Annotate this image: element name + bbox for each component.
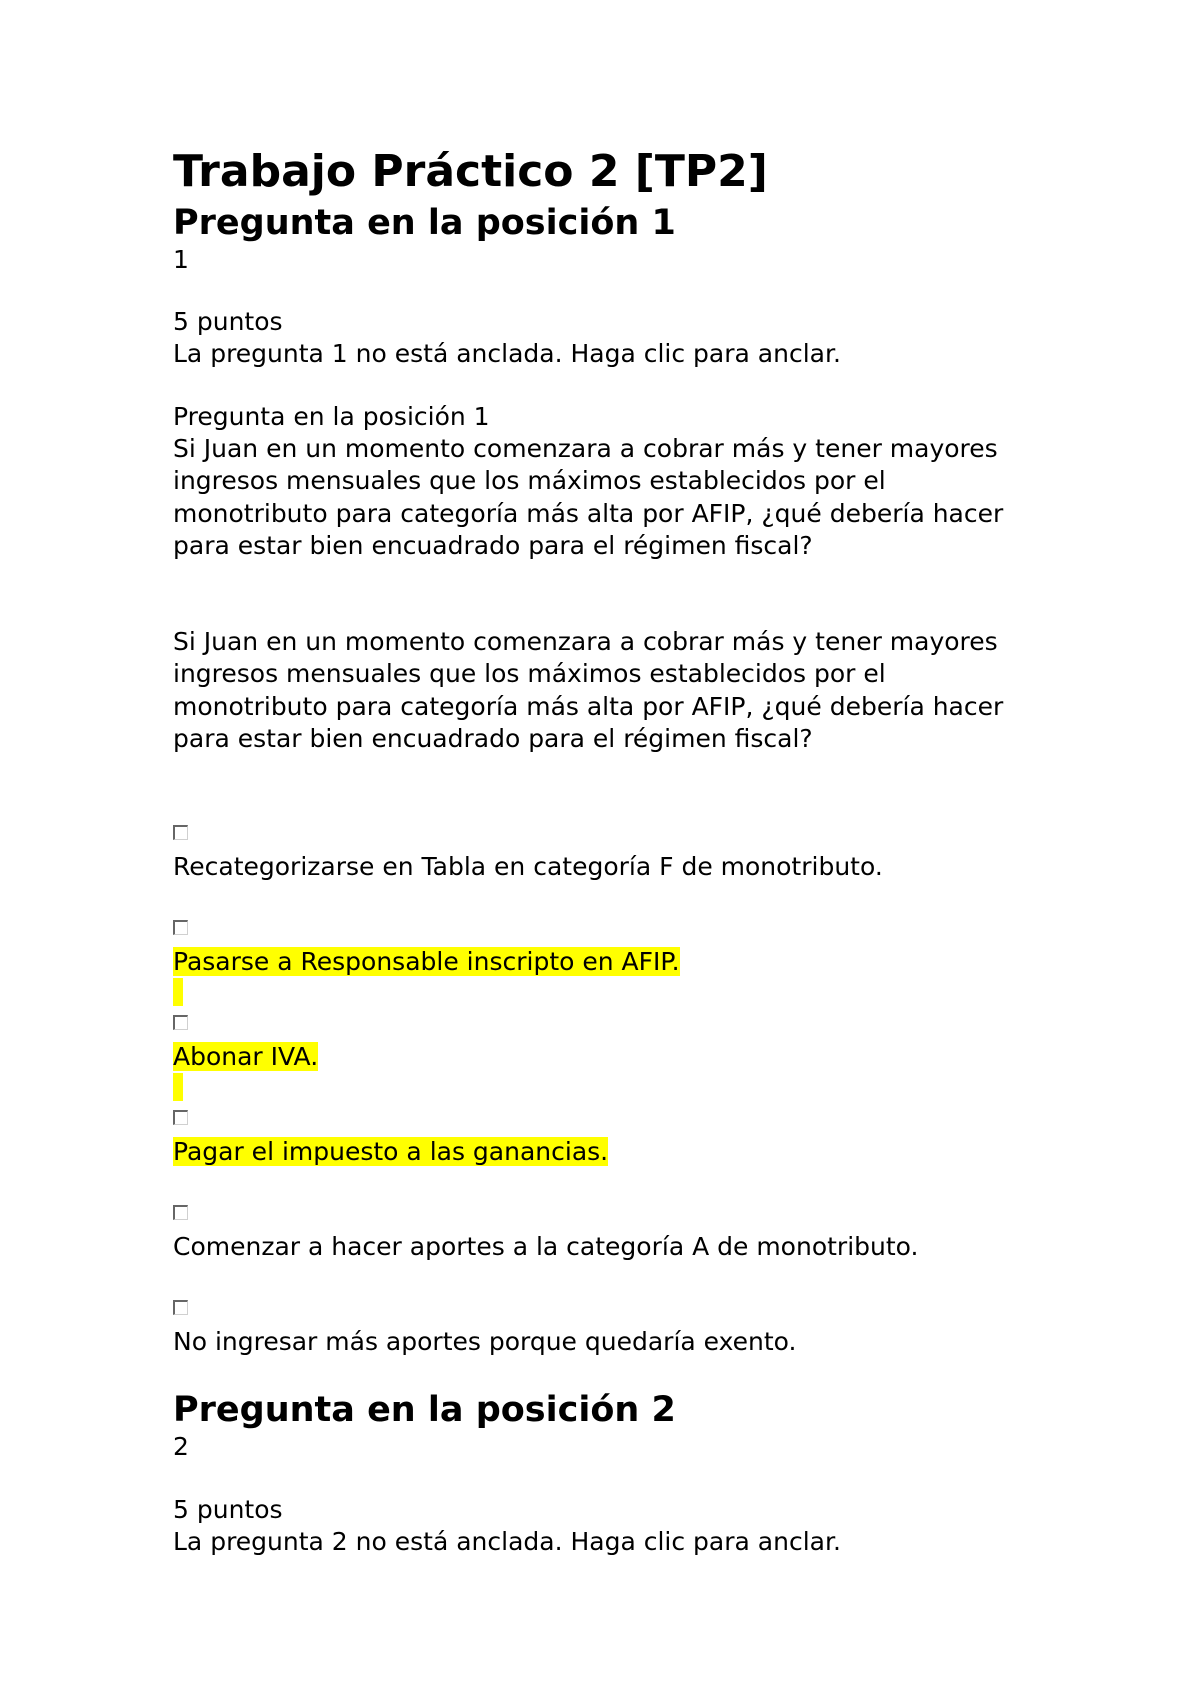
option-6-checkbox[interactable]	[173, 1300, 188, 1315]
option-2-highlight-mark	[173, 978, 183, 1006]
question-1-position-label: Pregunta en la posición 1	[173, 402, 490, 431]
option-3-checkbox[interactable]	[173, 1015, 188, 1030]
question-1-text-repeat: Si Juan en un momento comenzara a cobrar más y tener mayores ingresos mensuales que los máximos establecidos por el monotributo para categoría más alta por AFIP, ¿qué debería hacer para estar bien encuadrado para el régimen fiscal?	[173, 627, 1004, 753]
option-3-text	[173, 1041, 318, 1073]
option-3-label: Abonar IVA.	[173, 1042, 319, 1071]
option-2-label: Pasarse a Responsable inscripto en AFIP.	[173, 947, 680, 976]
option-1-checkbox[interactable]	[173, 825, 188, 840]
option-5-label: Comenzar a hacer aportes a la categoría A de monotributo.	[173, 1232, 919, 1261]
question-1-points: 5 puntos	[173, 307, 283, 336]
question-2-number: 2	[173, 1432, 189, 1461]
option-4-label: Pagar el impuesto a las ganancias.	[173, 1137, 609, 1166]
question-1-heading: Pregunta en la posición 1	[173, 203, 676, 243]
option-6-label: No ingresar más aportes porque quedaría exento.	[173, 1327, 797, 1356]
option-1-label: Recategorizarse en Tabla en categoría F de monotributo.	[173, 852, 883, 881]
question-2-points: 5 puntos	[173, 1495, 283, 1524]
document-title: Trabajo Práctico 2 [TP2]	[173, 146, 768, 197]
option-3-highlight-mark	[173, 1073, 183, 1101]
question-1-text: Si Juan en un momento comenzara a cobrar más y tener mayores ingresos mensuales que los máximos establecidos por el monotributo para categoría más alta por AFIP, ¿qué debería hacer para estar bien encuadrado para el régimen fiscal?	[173, 434, 1004, 560]
option-2-text	[173, 946, 680, 978]
question-1-number: 1	[173, 245, 189, 274]
question-2-heading: Pregunta en la posición 2	[173, 1390, 676, 1430]
question-2-anchor-note[interactable]: La pregunta 2 no está anclada. Haga clic para anclar.	[173, 1527, 841, 1556]
option-5-checkbox[interactable]	[173, 1205, 188, 1220]
option-2-checkbox[interactable]	[173, 920, 188, 935]
question-1-anchor-note[interactable]: La pregunta 1 no está anclada. Haga clic para anclar.	[173, 339, 841, 368]
option-4-text	[173, 1136, 608, 1168]
option-4-checkbox[interactable]	[173, 1110, 188, 1125]
